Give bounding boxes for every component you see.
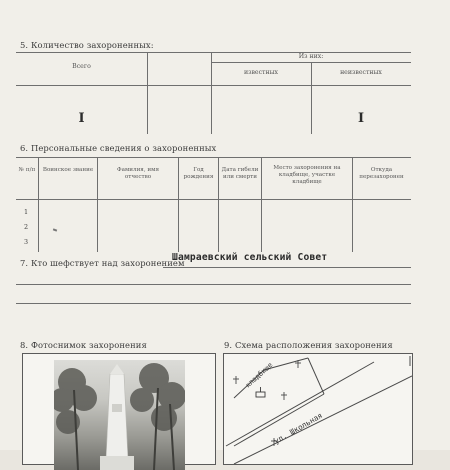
row-number: 1 [24,208,29,216]
patron-value: Шамраевский сельский Совет [172,252,328,263]
col-known-header: известных [243,69,279,76]
row-number: 3 [24,238,29,246]
col-birth-header: Год рождения [183,167,214,180]
table5-divider-2 [211,52,212,134]
col-from-header: Откуда перезахоронен [359,167,404,180]
total-value: I [78,111,85,126]
table6-divider-5 [261,157,262,252]
scheme-diagram [224,354,412,464]
grave-photo-image [54,360,185,470]
col-death-header: Дата гибели или смерти [221,167,259,180]
col-place-header: Место захоронения на кладбище, участке кладбище [273,165,341,185]
scheme-frame [223,353,413,465]
section7-line-1 [163,267,411,268]
unknown-value: I [357,111,365,126]
col-name-header: Фамилия, имя отчество [116,167,160,180]
col-unknown-header: неизвестных [340,69,382,76]
section9-title: 9. Схема расположения захоронения [224,340,393,350]
scheme-label-cemetery: кладбище [243,360,275,390]
table5-divider-1 [147,52,148,134]
section7-line-2 [16,284,411,285]
col-including-header: Из них: [298,53,324,60]
table5-header-rule [16,85,411,86]
photo-frame [22,353,216,465]
table6-divider-1 [38,157,39,252]
col-total-header: Всего [72,63,91,70]
scheme-label-street: ул. Школьная [272,410,324,446]
grave-photo [54,360,185,470]
section6-title: 6. Персональные сведения о захороненных [20,143,217,153]
table6-divider-2 [97,157,98,252]
row-number: 2 [24,223,29,231]
section7-title: 7. Кто шефствует над захоронением [20,258,185,268]
section8-title: 8. Фотоснимок захоронения [20,340,147,350]
col-rank-header: Воинское звание [42,167,94,173]
ink-mark [53,228,57,231]
section5-title: 5. Количество захороненных: [20,40,154,50]
table6-divider-3 [178,157,179,252]
col-num-header: № п/п [18,167,36,173]
table6-divider-6 [352,157,353,252]
section7-line-3 [16,303,411,304]
